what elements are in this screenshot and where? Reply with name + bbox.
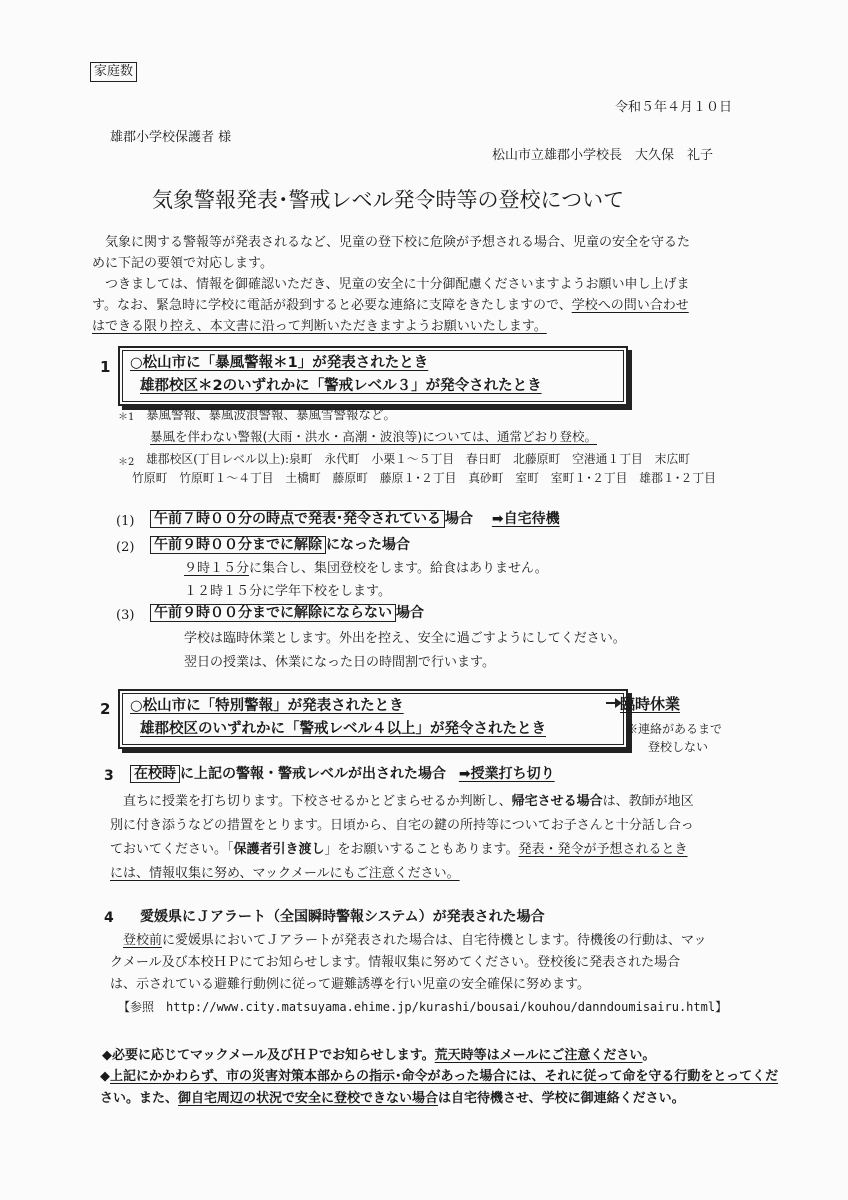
- section-2-number: 2: [100, 700, 111, 718]
- section-2-condition-line2: 雄郡校区のいずれかに「警戒レベル４以上」が発令されたとき: [140, 721, 546, 737]
- household-count-tag: 家庭数: [90, 62, 137, 82]
- case-2-line1: [184, 557, 548, 576]
- section-3-at-school: 在校時: [130, 765, 180, 783]
- section-4-reference-link[interactable]: 【参照 http://www.city.matsuyama.ehime.jp/kurashi/bousai/kouhou/danndoumisairu.html】: [118, 1000, 728, 1014]
- section-3-line3c: 」をお願いすることもあります。: [324, 842, 519, 857]
- note-1-text: 暴風警報、暴風波浪警報、暴風雪警報など。: [146, 407, 397, 422]
- case-3-condition: 午前９時００分までに解除にならない: [150, 604, 396, 622]
- section-2-note-line1: ※連絡があるまで: [626, 722, 723, 736]
- section-3-line1a: 直ちに授業を打ち切ります。下校させるかとどまらせるか判断し、: [123, 794, 512, 809]
- section-3-line4: には、情報収集に努め、マックメールにもご注意ください。: [110, 866, 460, 881]
- section-4-line3: は、示されている避難行動例に従って避難誘導を行い児童の安全確保に努めます。: [110, 977, 590, 992]
- footer-bullet-2-line2e: は自宅待機させ、学校に御連絡ください。: [438, 1091, 685, 1106]
- section-3-forecast-note: 発表・発令が予想されるとき: [518, 842, 688, 857]
- section-4-before-school: 登校前: [123, 933, 163, 948]
- section-4-line1: に愛媛県においてＪアラートが発表された場合は、自宅待機とします。待機後の行動は、マッ: [162, 933, 707, 948]
- intro-p2-line2: す。なお、緊急時に学校に電話が殺到すると必要な連絡に支障をきたしますので、: [92, 298, 572, 313]
- note-2-line1: 雄郡校区(丁目レベル以上):泉町 永代町 小栗１～５丁目 春日町 北藤原町 空港通１丁目 末広町: [146, 452, 691, 466]
- section-4-line2: クメール及び本校ＨＰにてお知らせします。情報収集に努めてください。登校後に発表された場合: [110, 955, 681, 970]
- footer-bullet-1-text: ◆必要に応じてマックメール及びＨＰでお知らせします。: [102, 1048, 435, 1063]
- footer-home-safety-note: 御自宅周辺の状況で安全に登校できない場合: [178, 1091, 439, 1106]
- section-2-result: 臨時休業: [620, 695, 681, 713]
- intro-inquiry-note: 学校への問い合わせ: [571, 298, 689, 313]
- case-1-result: ➡自宅待機: [491, 511, 560, 527]
- section-3-heading: [130, 763, 555, 785]
- case-2: [150, 534, 410, 556]
- section-2-condition-line1: ○松山市に「特別警報」が発表されたとき: [130, 698, 404, 714]
- note-1-mark: ＊1: [118, 412, 135, 423]
- section-1-number: 1: [100, 358, 111, 376]
- section-4-heading: 愛媛県にＪアラート（全国瞬時警報システム）が発表された場合: [140, 909, 545, 925]
- intro-p1-line2: めに下記の要領で対応します。: [92, 256, 273, 271]
- note-1-normal-attendance: 暴風を伴わない警報(大雨・洪水・高潮・波浪等)については、通常どおり登校。: [150, 429, 598, 444]
- case-2-line2: １２時１５分に学年下校をします。: [184, 584, 391, 599]
- footer-weather-mail-note: 荒天時等はメールにご注意ください: [434, 1048, 643, 1063]
- intro-p1-line1: 気象に関する警報等が発表されるなど、児童の登下校に危険が予想される場合、児童の安全を守るた: [105, 235, 691, 250]
- section-2-condition-box: [118, 689, 628, 749]
- case-2-assembly-time: ９時１５分: [184, 561, 250, 576]
- case-2-line1-text: に集合し、集団登校をします。給食はありません。: [249, 561, 548, 576]
- section-3-result: ➡授業打ち切り: [458, 766, 555, 782]
- note-2-line2: 竹原町 竹原町１～４丁目 土橋町 藤原町 藤原１･２丁目 真砂町 室町 室町１･２丁目 雄郡１･２丁目: [132, 471, 716, 485]
- section-1-condition-line1: ○松山市に「暴風警報＊1」が発表されたとき: [130, 355, 429, 371]
- footer-bullet-2-line2a: さい。また、: [100, 1091, 179, 1106]
- section-2-note-line2: 登校しない: [648, 740, 709, 754]
- case-3-line2: 翌日の授業は、休業になった日の時間割で行います。: [184, 655, 495, 670]
- case-3-number: (3): [116, 608, 135, 623]
- issue-date: 令和５年４月１０日: [615, 100, 733, 115]
- footer-bullet-2: [100, 1066, 779, 1110]
- intro: [92, 232, 762, 337]
- section-3-number: 3: [104, 768, 114, 784]
- section-1-condition-line2: 雄郡校区＊2のいずれかに「警戒レベル３」が発令されたとき: [140, 378, 542, 394]
- footer-bullet-1: [102, 1044, 655, 1063]
- section-1-condition-box: [118, 346, 628, 406]
- section-3-parent-handover: 保護者引き渡し: [233, 842, 325, 857]
- case-2-tail: になった場合: [326, 537, 410, 553]
- note-2-mark: ＊2: [118, 457, 135, 468]
- case-1-tail: 場合: [445, 511, 473, 527]
- case-1-number: (1): [116, 514, 135, 529]
- section-3-line2: 別に付き添うなどの措置をとります。日頃から、自宅の鍵の所持等についてお子さんと十分話し合っ: [110, 818, 694, 833]
- document-title: 気象警報発表･警戒レベル発令時等の登校について: [152, 188, 625, 212]
- section-3-body: [110, 790, 770, 886]
- case-1-condition: 午前７時００分の時点で発表･発令されている: [150, 510, 445, 528]
- intro-p2-line1: つきましては、情報を御確認いただき、児童の安全に十分御配慮くださいますようお願い申し上げま: [105, 277, 690, 292]
- case-2-number: (2): [116, 540, 135, 555]
- section-3-go-home: 帰宅させる場合: [511, 794, 603, 809]
- intro-p2-line3: はできる限り控え、本文書に沿って判断いただきますようお願いいたします。: [92, 319, 547, 334]
- footer-bullet-2-mark: ◆: [100, 1069, 110, 1084]
- case-3-tail: 場合: [396, 605, 424, 621]
- section-3-line3a: ておいてください。「: [110, 842, 234, 857]
- sender: 松山市立雄郡小学校長 大久保 礼子: [492, 148, 714, 163]
- section-3-heading-text: に上記の警報・警戒レベルが出された場合: [180, 766, 446, 782]
- addressee: 雄郡小学校保護者 様: [110, 130, 232, 145]
- section-4-body: [110, 930, 770, 996]
- case-1: [150, 508, 560, 530]
- case-3-line1: 学校は臨時休業とします。外出を控え、安全に過ごすようにしてください。: [184, 631, 626, 646]
- section-4-number: 4: [104, 910, 114, 926]
- footer-bullet-2-line1: 上記にかかわらず、市の災害対策本部からの指示･命令があった場合には、それに従って命を守る行動をとってくだ: [110, 1069, 779, 1084]
- case-3: [150, 602, 424, 624]
- case-2-condition: 午前９時００分までに解除: [150, 536, 326, 554]
- footer-bullet-1-end: 。: [642, 1048, 656, 1063]
- section-3-line1c: は、教師が地区: [602, 794, 694, 809]
